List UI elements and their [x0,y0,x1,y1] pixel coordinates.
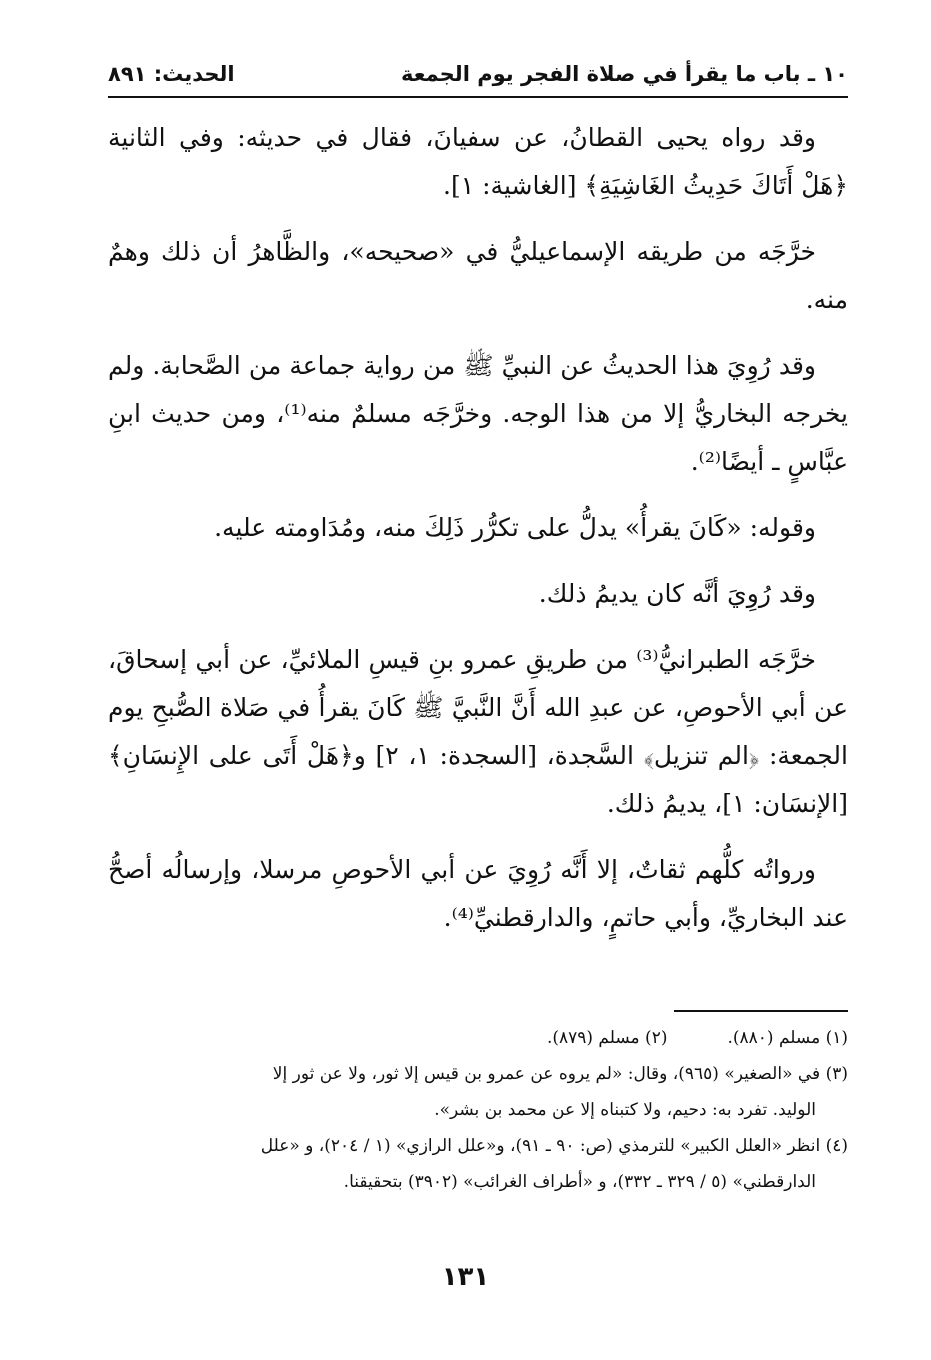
hadith-number: الحديث: ٨٩١ [108,62,235,86]
main-text [108,114,848,960]
paragraph: وقد رُوِيَ هذا الحديثُ عن النبيِّ ﷺ من رواية جماعة من الصَّحابة. ولم يخرجه البخاريُّ إلا من هذا الوجه. وخرَّجَه مسلمٌ منه⁽¹⁾، ومن حديث ابنِ عبَّاسٍ ـ أيضًا⁽²⁾. [108,351,849,476]
footnote-separator [674,1010,848,1012]
paragraph: وقد رواه يحيى القطانُ، عن سفيانَ، فقال في حديثه: وفي الثانية ﴿هَلْ أَتَاكَ حَدِيثُ الغَاشِيَةِ﴾ [الغاشية: ١]. [108,123,848,200]
paragraph: وقد رُوِيَ أنَّه كان يديمُ ذلك. [538,579,816,608]
footnote-3: (٣) في «الصغير» (٩٦٥)، وقال: «لم يروه عن عمرو بن قيس إلا ثور، ولا عن ثور إلا [272,1064,848,1084]
paragraph: وقوله: «كَانَ يقرأُ» يدلُّ على تكرُّر ذَلِكَ منه، ومُدَاومته عليه. [214,513,816,542]
paragraph: ورواتُه كلُّهم ثقاتٌ، إلا أَنَّه رُوِيَ عن أبي الأحوصِ مرسلا، وإرسالُه أصحُّ عند البخاريِّ، وأبي حاتمٍ، والدارقطنيِّ⁽⁴⁾. [108,855,848,932]
footnote-1: (١) مسلم (٨٨٠). [727,1028,848,1048]
chapter-title: ١٠ ـ باب ما يقرأ في صلاة الفجر يوم الجمعة [401,62,848,86]
footnotes [108,1020,848,1200]
footnote-4: (٤) انظر «العلل الكبير» للترمذي (ص: ٩٠ ـ ٩١)، و«علل الرازي» (١ / ٢٠٤)، و «علل [260,1136,848,1156]
footnote-3-continued: الوليد. تفرد به: دحيم، ولا كتبناه إلا عن محمد بن بشر». [434,1100,816,1120]
footnote-row [108,1020,848,1056]
running-header [108,58,848,98]
page-number: ١٣١ [441,1262,490,1292]
footnote-2: (٢) مسلم (٨٧٩). [546,1028,668,1048]
paragraph: خرَّجَه من طريقه الإسماعيليُّ في «صحيحه»، والظَّاهرُ أن ذلك وهمٌ منه. [108,237,848,314]
header-rule [108,96,848,98]
paragraph: خرَّجَه الطبرانيُّ⁽³⁾ من طريقِ عمرو بنِ قيسِ الملائيِّ، عن أبي إسحاقَ، عن أبي الأحوصِ، عن عبدِ الله أَنَّ النَّبيَّ ﷺ كَانَ يقرأُ في صَلاة الصُّبحِ يوم الجمعة: ﴿الم تنزيل﴾ السَّجدة، [السجدة: ١، ٢] و﴿هَلْ أَتَى على الإِنسَانِ﴾ [الإنسَان: ١]، يديمُ ذلك. [108,645,848,818]
footnote-4-continued: الدارقطني» (٥ / ٣٢٩ ـ ٣٣٢)، و «أطراف الغرائب» (٣٩٠٢) بتحقيقنا. [343,1172,816,1192]
